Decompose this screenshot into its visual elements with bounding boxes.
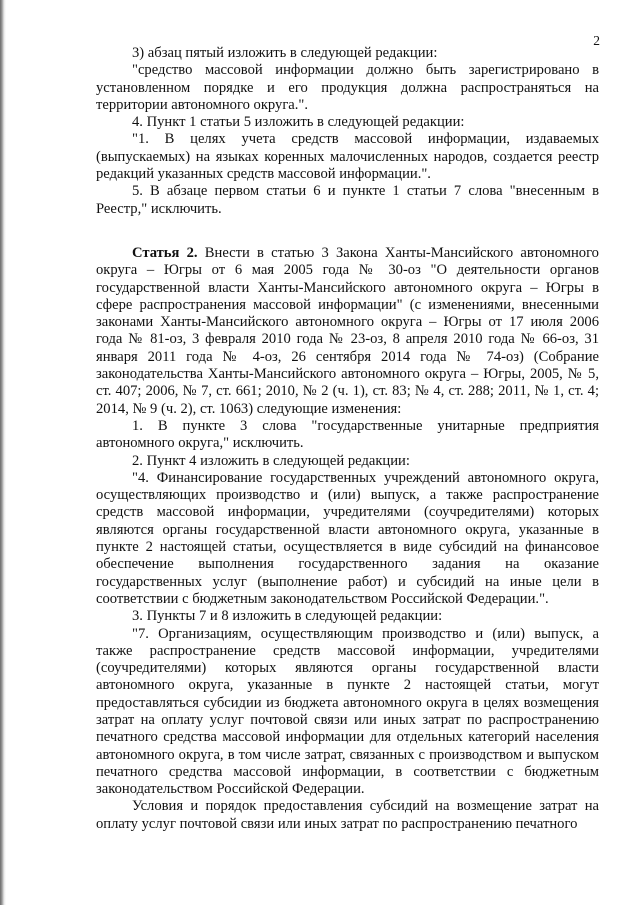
article-2-text: Внести в статью 3 Закона Ханты-Мансийского автономного округа – Югры от 6 мая 2005 года № 30-оз "О деятельности органов государственной власти Ханты-Мансийского автономного округа – Югры в сфере распространения массовой информации" (с изменениями, внесенными законами Ханты-Мансийского автономного округа – Югры от 17 июля 2006 года № 81-оз, 3 февраля 2010 года № 23-оз, 8 апреля 2010 года № 66-оз, 31 января 2011 года № 4-оз, 26 сентября 2014 года № 74-оз) (Собрание законодательства Ханты-Мансийского автономного округа – Югры, 2005, № 5, ст. 407; 2006, № 7, ст. 661; 2010, № 2 (ч. 1), ст. 83; № 4, ст. 288; 2011, № 1, ст. 4; 2014, № 9 (ч. 2), ст. 1063) следующие изменения:	[96, 244, 599, 417]
article-2-item-3-conditions: Условия и порядок предоставления субсидий на возмещение затрат на оплату услуг почтовой связи или иных затрат по распространению печатного	[96, 798, 599, 832]
article-2-item-2-intro: 2. Пункт 4 изложить в следующей редакции:	[132, 452, 410, 469]
article-2-label: Статья 2.	[132, 244, 198, 261]
scan-edge-shadow	[0, 0, 6, 905]
paragraph-item-4-quote: "1. В целях учета средств массовой информации, издаваемых (выпускаемых) на языках коренных малочисленных народов, создается реестр редакций указанных средств массовой информации.".	[96, 131, 599, 183]
article-2-item-3-intro: 3. Пункты 7 и 8 изложить в следующей редакции:	[132, 608, 443, 625]
paragraph-item-3-intro: 3) абзац пятый изложить в следующей редакции:	[132, 45, 438, 61]
paragraph-item-3-quote: "средство массовой информации должно быть зарегистрировано в установленном порядке и его продукция должна распространяться на территории автономного округа.".	[96, 62, 599, 113]
article-2-item-3-quote: "7. Организациям, осуществляющим производство и (или) выпуск, а также распространение средств массовой информации, учредителями (соучредителями) которых являются органы государственной власти автономного округа, указанные в пункте 2 настоящей статьи, могут предоставляться субсидии из бюджета автономного округа в целях возмещения затрат на оплату услуг почтовой связи или иных затрат по распространению печатного средства массовой информации для отдельных категорий населения автономного округа, в том числе затрат, связанных с производством и выпуском печатного средства массовой информации, в соответствии с бюджетным законодательством Российской Федерации.	[96, 625, 599, 798]
article-2-paragraph	[96, 245, 599, 418]
section-spacer	[96, 218, 599, 245]
document-body	[96, 45, 599, 833]
page-number: 2	[593, 33, 600, 48]
article-2-item-2-quote: "4. Финансирование государственных учреждений автономного округа, осуществляющих производство и (или) выпуск, а также распространение средств массовой информации, учредителями (соучредителями) которых являются органы государственной власти автономного округа, указанные в пункте 2 настоящей статьи, осуществляется в виде субсидий на финансовое обеспечение выполнения государственного задания на оказание государственных услуг (выполнение работ) и субсидий на иные цели в соответствии с бюджетным законодательством Российской Федерации.".	[96, 469, 599, 607]
article-2-item-1: 1. В пункте 3 слова "государственные унитарные предприятия автономного округа," исключить.	[96, 417, 599, 452]
paragraph-item-4-intro: 4. Пункт 1 статьи 5 изложить в следующей редакции:	[132, 114, 465, 131]
paragraph-item-5: 5. В абзаце первом статьи 6 и пункте 1 статьи 7 слова "внесенным в Реестр," исключить.	[96, 183, 599, 217]
